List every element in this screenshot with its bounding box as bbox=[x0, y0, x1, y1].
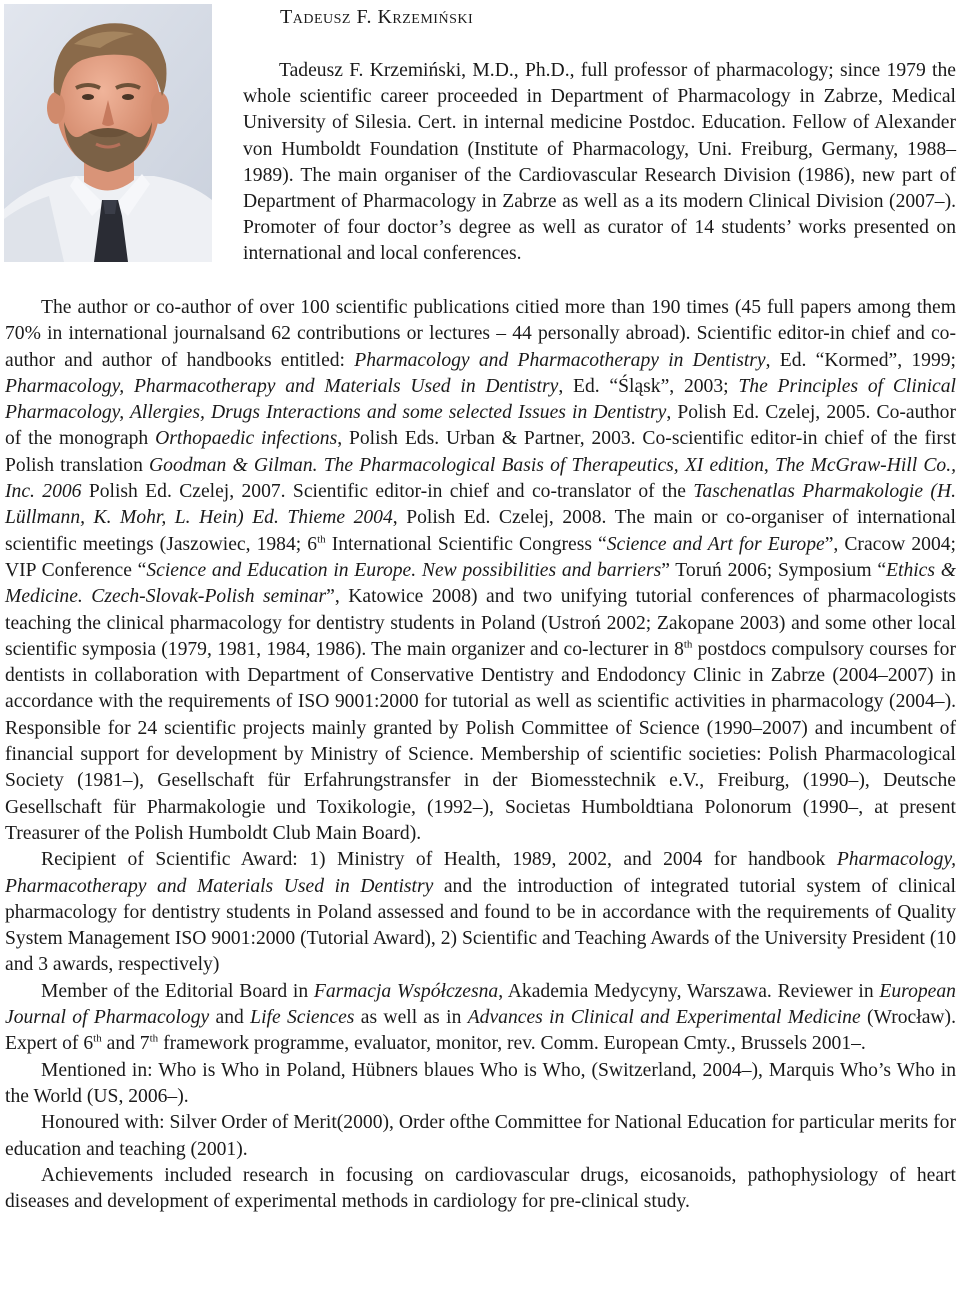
honours-paragraph: Honoured with: Silver Order of Merit(2000), Order ofthe Committee for National Education for particular merits for education and teaching (2001). bbox=[5, 1112, 956, 1160]
achievements-paragraph: Achievements included research in focusing on cardiovascular drugs, eicosanoids, pathophysiology of heart diseases and development of experimental methods in cardiology for pre-clinical study. bbox=[5, 1164, 956, 1213]
author-name: Tadeusz F. Krzemiński bbox=[280, 6, 474, 28]
intro-paragraph bbox=[243, 58, 956, 268]
editorial-paragraph: Member of the Editorial Board in Farmacja Współczesna, Akademia Medycyny, Warszawa. Reviewer in European Journal of Pharmacology and Life Sciences as well as in Advances in Clinical and Experimental Medicine (Wrocław). Expert of 6th and 7th framework programme, evaluator, monitor, rev. Comm. European Cmty., Brussels 2001–. bbox=[5, 980, 956, 1055]
awards-paragraph: Recipient of Scientific Award: 1) Ministry of Health, 1989, 2002, and 2004 for handbook Pharmacology, Pharmacotherapy and Materials Used in Dentistry and the introduction of integrated tutorial system of clinical pharmacology for dentistry students in Poland assessed and found to be in accordance with the requirements of Quality System Management ISO 9001:2000 (Tutorial Award), 2) Scientific and Teaching Awards of the University President (10 and 3 awards, respectively) bbox=[5, 849, 956, 976]
mentioned-paragraph: Mentioned in: Who is Who in Poland, Hübners blaues Who is Who, (Switzerland, 2004–), Marquis Who’s Who in the World (US, 2006–). bbox=[5, 1059, 956, 1107]
portrait-photo bbox=[4, 4, 212, 262]
publications-paragraph: The author or co-author of over 100 scientific publications citied more than 190 times (45 full papers among them 70% in international journalsand 62 contributions or lectures – 44 personally abroad). Scientific editor-in chief and co-author and author of handbooks entitled: Pharmacology and Pharmacotherapy in Dentistry, Ed. “Kormed”, 1999; Pharmacology, Pharmacotherapy and Materials Used in Dentistry, Ed. “Śląsk”, 2003; The Principles of Clinical Pharmacology, Allergies, Drugs Interactions and some selected Issues in Dentistry, Polish Ed. Czelej, 2005. Co-author of the monograph Orthopaedic infections, Polish Eds. Urban & Partner, 2003. Co-scientific editor-in chief of the first Polish translation Goodman & Gilman. The Pharmacological Basis of Therapeutics, XI edition, The McGraw-Hill Co., Inc. 2006 Polish Ed. Czelej, 2007. Scientific editor-in chief and co-translator of the Taschenatlas Pharmakologie (H. Lüllmann, K. Mohr, L. Hein) Ed. Thieme 2004, Polish Ed. Czelej, 2008. The main or co-organiser of international scientific meetings (Jaszowiec, 1984; 6th International Scientific Congress “Science and Art for Europe”, Cracow 2004; VIP Conference “Science and Education in Europe. New possibilities and barriers” Toruń 2006; Symposium “Ethics & Medicine. Czech-Slovak-Polish seminar”, Katowice 2008) and two unifying tutorial conferences of pharmacologists teaching the clinical pharmacology for dentistry students in Poland (Ustroń 2002; Zakopane 2003) and some other local scientific symposia (1979, 1981, 1984, 1986). The main organizer and co-lecturer in 8th postdocs compulsory courses for dentists in collaboration with Department of Conservative Dentistry and Endodoncy Clinic in Zabrze (2004–2007) in accordance with the requirements of ISO 9001:2000 for tutorial as well as scientific activities in pharmacology (2004–). Responsible for 24 scientific projects mainly granted by Polish Committee of Science (1990–2007) and incumbent of financial support for development by Ministry of Science. Membership of scientific societies: Polish Pharmacological Society (1981–), Gesellschaft für Erfahrungstransfer in der Biomesstechnik e.V., Freiburg, (1990–), Deutsche Gesellschaft für Pharmakologie und Toxikologie, (1992–), Societas Humboldtiana Polonorum (1990–, at present Treasurer of the Polish Humboldt Club Main Board). bbox=[5, 297, 957, 844]
biography-body bbox=[5, 295, 956, 1215]
intro-text: Tadeusz F. Krzemiński, M.D., Ph.D., full professor of pharmacology; since 1979 the whole scientific career proceeded in Department of Pharmacology in Zabrze, Medical University of Silesia. Cert. in internal medicine Postdoc. Education. Fellow of Alexander von Humboldt Foundation (Institute of Pharmacology, Uni. Freiburg, Germany, 1988–1989). The main organiser of the Cardiovascular Research Division (1986), new part of Department of Pharmacology in Zabrze as well as a its modern Clinical Division (2007–). Promoter of four doctor’s degree as well as curator of 14 students’ works presented on international and local conferences. bbox=[243, 60, 956, 265]
